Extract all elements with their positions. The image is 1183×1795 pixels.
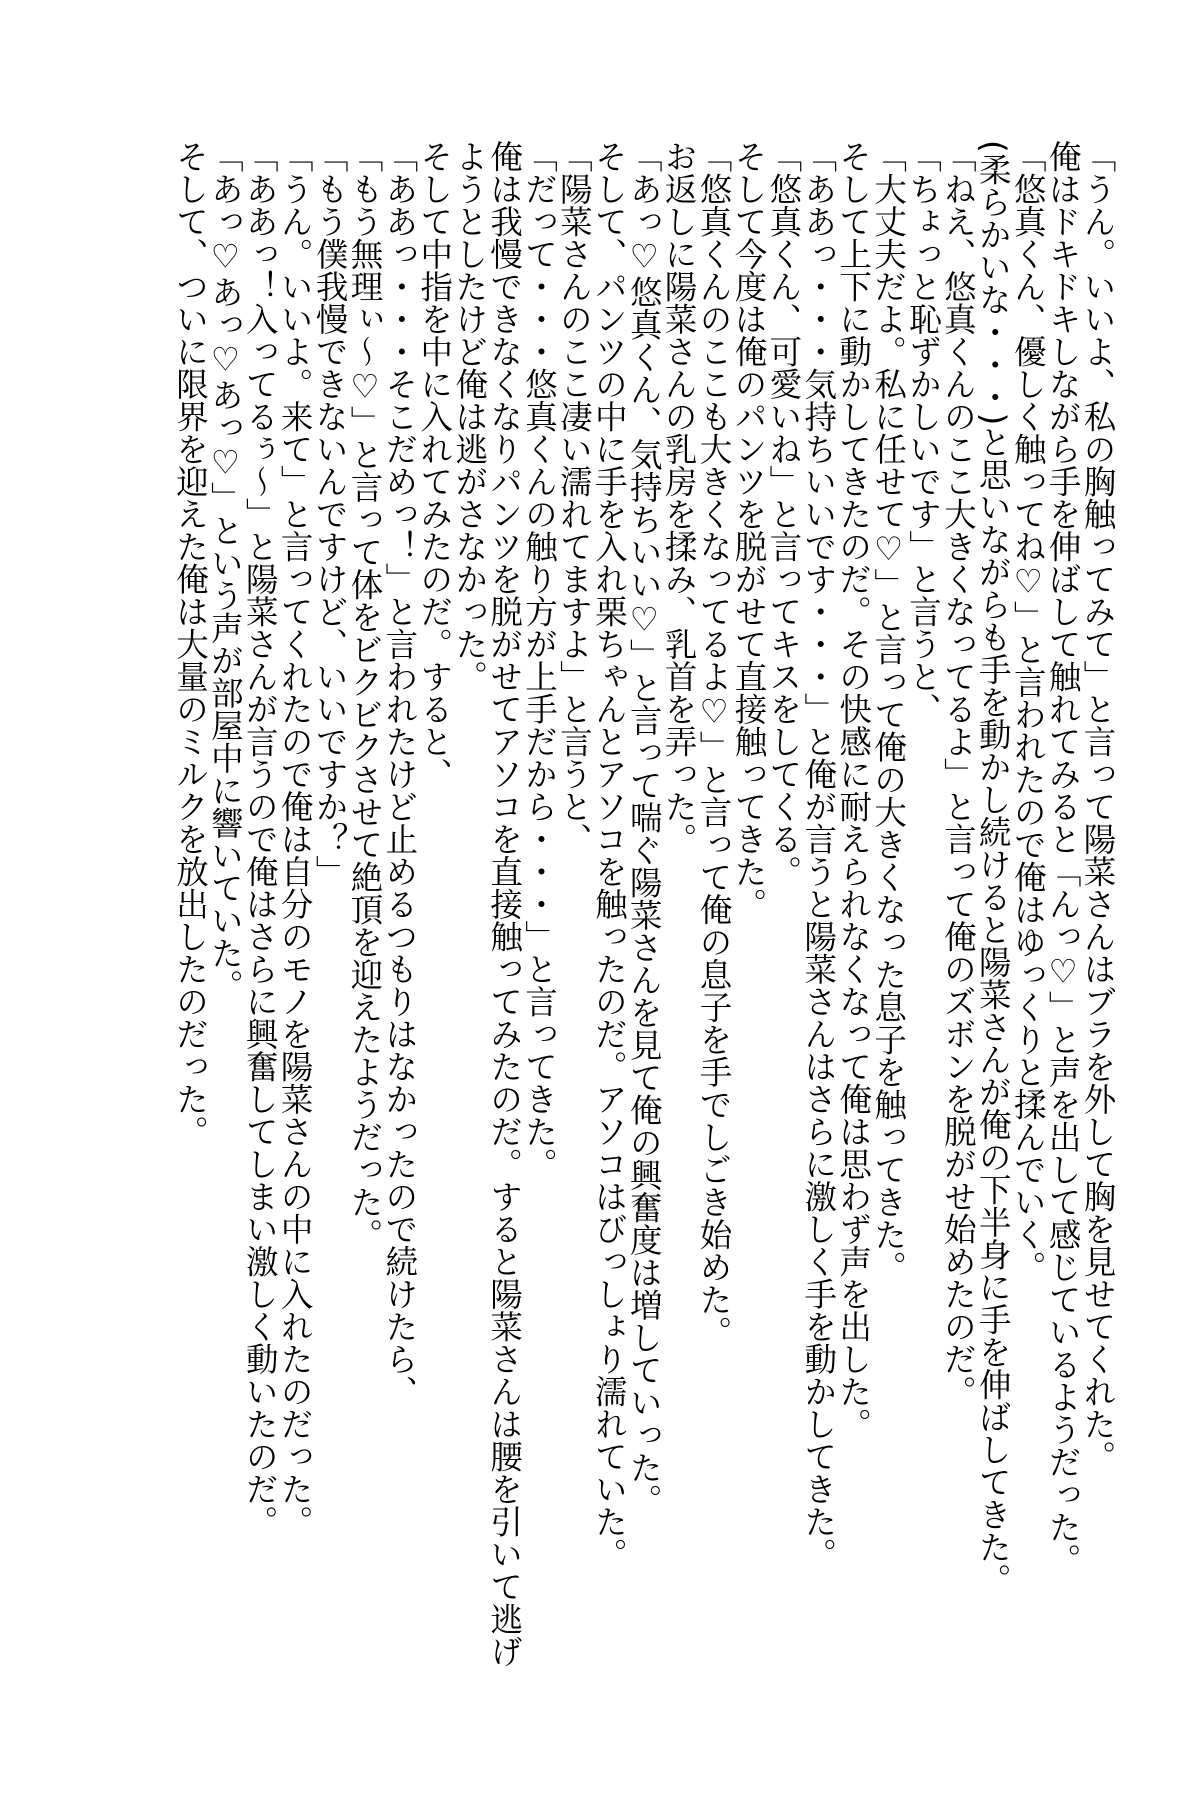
text-line: 「ああっ！入ってるぅ～」と陽菜さんが言うので俺はさらに興奮してしまい激しく動いたのだ。 [241,140,280,1538]
text-line: 「あっ♡あっ♡あっ♡」という声が部屋中に響いていた。 [206,140,245,1002]
text-line: ようとしたけど俺は逃がさなかった。 [450,140,489,693]
text-line: 「うん。いいよ、私の胸触ってみて」と言って陽菜さんはブラを外して胸を見せてくれた。 [1079,140,1117,1473]
text-line: (柔らかいな・・・)と思いながらも手を動かし続けると陽菜さんが俺の下半身に手を伸ばしてきた。 [974,140,1013,1596]
text-line: 「ああっ・・・気持ちいいです・・・」と俺が言うと陽菜さんはさらに激しく手を動かしてきた。 [799,140,838,1570]
text-line: 「悠真くん、可愛いね」と言ってキスをしてくる。 [764,140,803,888]
text-line: 「だって・・・悠真くんの触り方が上手だから・・・」と言ってきた。 [520,140,559,1180]
text-line: 「もう僕我慢できないんですけど、いいですか？」 [311,140,350,888]
text-line: 俺は我慢できなくなりパンツを脱がせてアソコを直接触ってみたのだ。すると陽菜さんは腰を引いて逃げ [485,140,524,1668]
text-line: そして、パンツの中に手を入れ栗ちゃんとアソコを触ったのだ。アソコはびっしょり濡れていた。 [590,140,629,1570]
text-line: 「陽菜さんのここ凄い濡れてますよ」と言うと、 [555,140,594,855]
text-line: そして今度は俺のパンツを脱がせて直接触ってきた。 [729,140,768,920]
text-line: 俺はドキドキしながら手を伸ばして触れてみると「んっ♡」と声を出して感じているようだった。 [1044,140,1083,1576]
text-line: 「悠真くんのここも大きくなってるよ♡」と言って俺の息子を手でしごき始めた。 [695,140,734,1348]
text-line: そして上下に動かしてきたのだ。その快感に耐えられなくなって俺は思わず声を出した。 [834,140,873,1440]
text-line: そして、ついに限界を迎えた俺は大量のミルクを放出したのだった。 [171,140,210,1148]
vertical-text-body [173,140,1115,1720]
text-line: 「ああっ・・・そこだめっ！」と言われたけど止めるつもりはなかったので続けたら、 [380,140,419,1408]
text-line: 「悠真くん、優しく触ってね♡」と言われたので俺はゆっくりと揉んでいく。 [1009,140,1048,1283]
text-line: 「大丈夫だよ。私に任せて♡」と言って俺の大きくなった息子を触ってきた。 [869,140,908,1283]
text-line: そして中指を中に入れてみたのだ。すると、 [415,140,454,790]
text-line: 「もう無理ぃ～♡」と言って体をビクビクさせて絶頂を迎えたようだった。 [345,140,384,1251]
text-line: 「ちょっと恥ずかしいです」と言うと、 [904,140,943,725]
text-line: 「あっ♡悠真くん、気持ちいい♡」と言って喘ぐ陽菜さんを見て俺の興奮度は増していった。 [625,140,664,1516]
text-line: 「ねえ、悠真くんのここ大きくなってるよ」と言って俺のズボンを脱がせ始めたのだ。 [939,140,978,1408]
text-line: 「うん。いいよ。来て」と言ってくれたので俺は自分のモノを陽菜さんの中に入れたのだった。 [276,140,315,1538]
text-line: お返しに陽菜さんの乳房を揉み、乳首を弄った。 [660,140,699,855]
